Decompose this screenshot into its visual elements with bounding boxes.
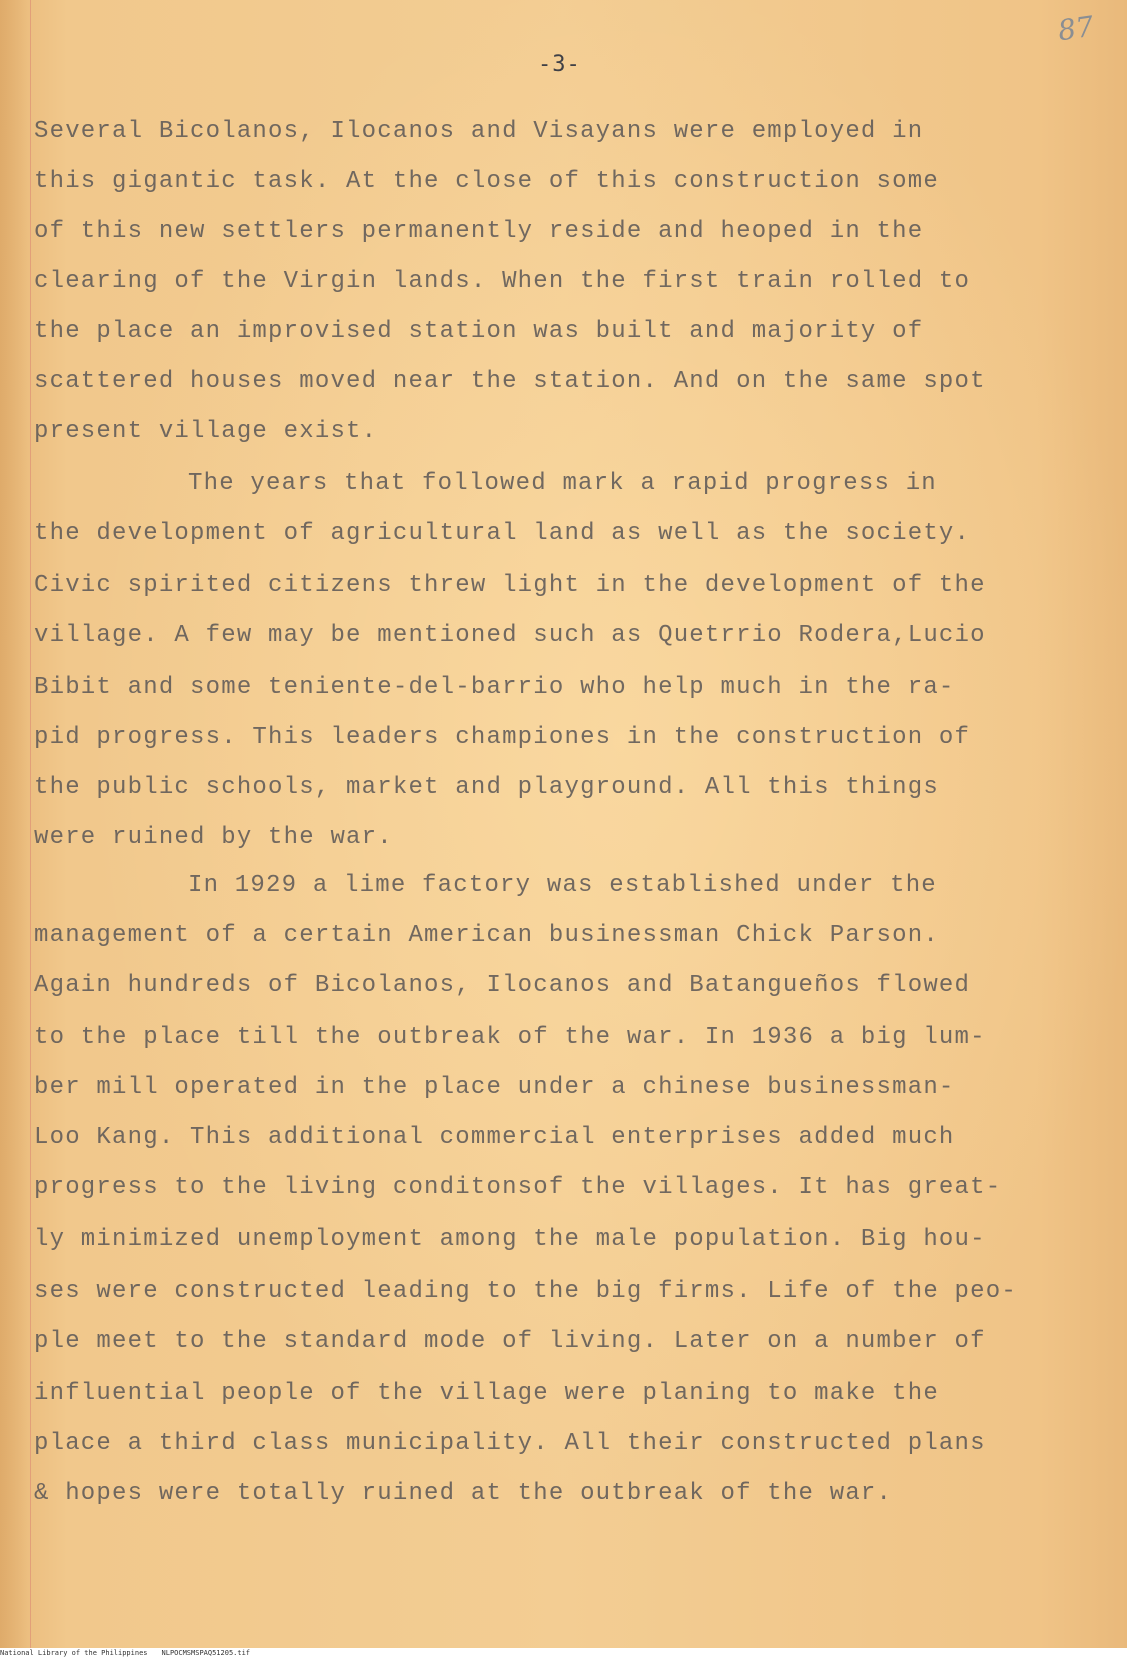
text-line: ses were constructed leading to the big firms. Life of the peo- — [34, 1278, 1017, 1305]
text-line: management of a certain American businessman Chick Parson. — [34, 922, 939, 949]
text-line: The years that followed mark a rapid progress in — [188, 470, 937, 497]
text-line: ple meet to the standard mode of living. Later on a number of — [34, 1328, 986, 1355]
text-line: the place an improvised station was built and majority of — [34, 318, 924, 345]
text-line: In 1929 a lime factory was established under the — [188, 872, 937, 899]
footer-file-name: NLPOCMSMSPAQ51205.tif — [161, 1649, 251, 1657]
footer-institution: National Library of the Philippines — [0, 1649, 148, 1657]
text-line: Bibit and some teniente-del-barrio who help much in the ra- — [34, 674, 955, 701]
text-line: Again hundreds of Bicolanos, Ilocanos and Batangueños flowed — [34, 972, 971, 999]
text-line: ly minimized unemployment among the male population. Big hou- — [34, 1226, 986, 1253]
text-line: & hopes were totally ruined at the outbreak of the war. — [34, 1480, 893, 1507]
text-line: to the place till the outbreak of the war. In 1936 a big lum- — [34, 1024, 986, 1051]
text-line: the public schools, market and playground. All this things — [34, 774, 939, 801]
text-line: Loo Kang. This additional commercial enterprises added much — [34, 1124, 955, 1151]
text-line: the development of agricultural land as well as the society. — [34, 520, 971, 547]
text-line: Several Bicolanos, Ilocanos and Visayans were employed in — [34, 118, 924, 145]
text-line: ber mill operated in the place under a chinese businessman- — [34, 1074, 955, 1101]
text-line: influential people of the village were planing to make the — [34, 1380, 939, 1407]
text-line: progress to the living conditonsof the villages. It has great- — [34, 1174, 1002, 1201]
scan-footer — [0, 1648, 1127, 1658]
text-line: village. A few may be mentioned such as Quetrrio Rodera,Lucio — [34, 622, 986, 649]
text-line: present village exist. — [34, 418, 378, 445]
text-line: Civic spirited citizens threw light in the development of the — [34, 572, 986, 599]
text-line: were ruined by the war. — [34, 824, 393, 851]
text-line: clearing of the Virgin lands. When the first train rolled to — [34, 268, 971, 295]
text-line: this gigantic task. At the close of this construction some — [34, 168, 939, 195]
text-line: place a third class municipality. All their constructed plans — [34, 1430, 986, 1457]
margin-rule-line — [30, 0, 31, 1648]
text-line: of this new settlers permanently reside and heoped in the — [34, 218, 924, 245]
text-line: scattered houses moved near the station. And on the same spot — [34, 368, 986, 395]
page-left-edge-shadow — [0, 0, 28, 1648]
text-line: pid progress. This leaders championes in the construction of — [34, 724, 971, 751]
page-number: -3- — [538, 52, 581, 77]
folio-number: 87 — [1055, 9, 1096, 48]
